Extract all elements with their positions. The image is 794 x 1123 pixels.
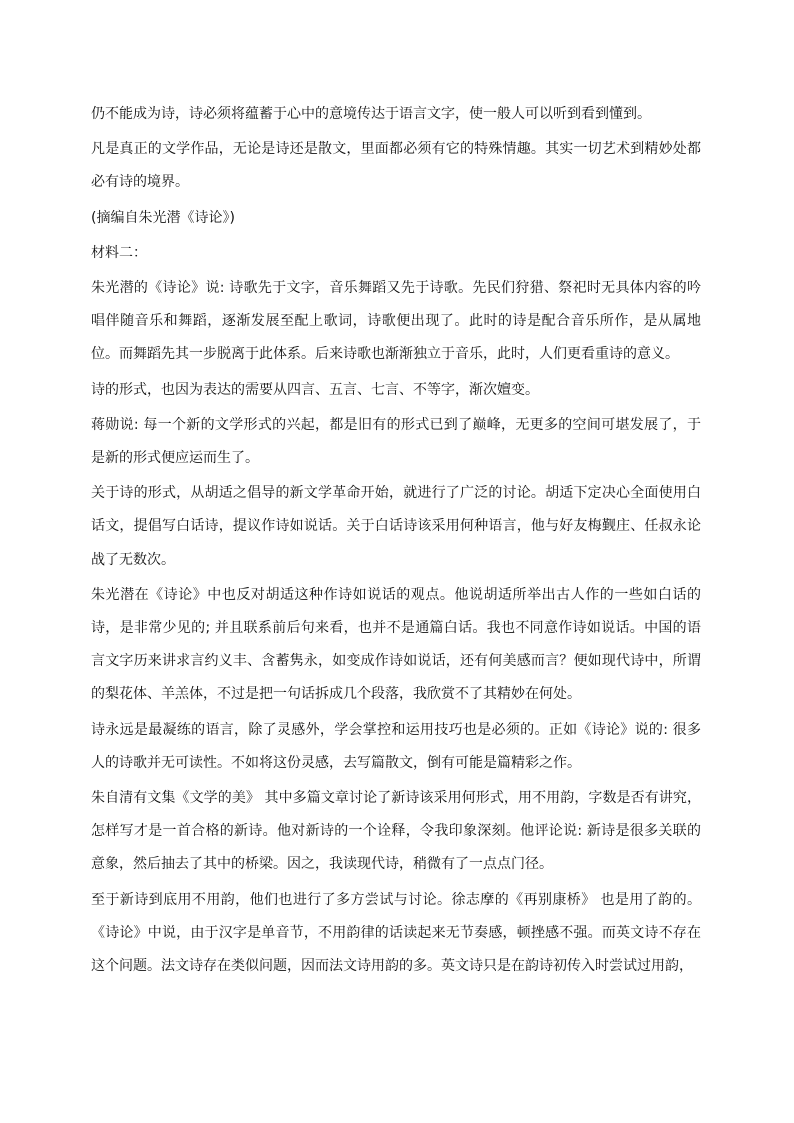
paragraph: 至于新诗到底用不用韵，他们也进行了多方尝试与讨论。徐志摩的《再别康桥》 也是用了韵的。《诗论》中说，由于汉字是单音节，不用韵律的话读起来无节奏感，顿挫感不强。而英文诗不存在这个问题。法文诗存在类似问题，因而法文诗用韵的多。英文诗只是在韵诗初传入时尝试过用韵， — [91, 891, 701, 975]
paragraph: 蒋勋说: 每一个新的文学形式的兴起，都是旧有的形式已到了巅峰，无更多的空间可堪发展了，于是新的形式便应运而生了。 — [91, 416, 701, 467]
document-body — [91, 98, 701, 985]
source-citation: (摘编自朱光潜《诗论》) — [91, 209, 235, 226]
paragraph: 凡是真正的文学作品，无论是诗还是散文，里面都必须有它的特殊情趣。其实一切艺术到精妙处都必有诗的境界。 — [91, 141, 701, 191]
paragraph: 关于诗的形式，从胡适之倡导的新文学革命开始，就进行了广泛的讨论。胡适下定决心全面使用白话文，提倡写白话诗，提议作诗如说话。关于白话诗该采用何种语言，他与好友梅觐庄、任叔永论战了无数次。 — [91, 485, 701, 568]
section-heading: 材料二： — [91, 244, 147, 261]
paragraph: 仍不能成为诗，诗必须将蕴蓄于心中的意境传达于语言文字，使一般人可以听到看到懂到。 — [91, 106, 651, 122]
paragraph: 诗的形式，也因为表达的需要从四言、五言、七言、不等字，渐次嬗变。 — [91, 381, 539, 398]
paragraph: 朱自清有文集《文学的美》 其中多篇文章讨论了新诗该采用何形式，用不用韵，字数是否有讲究，怎样写才是一首合格的新诗。他对新诗的一个诠释，令我印象深刻。他评论说: 新诗是很多关联的意象，然后抽去了其中的桥梁。因之，我读现代诗，稍微有了一点点门径。 — [91, 790, 701, 873]
paragraph: 诗永远是最凝练的语言，除了灵感外，学会掌控和运用技巧也是必须的。正如《诗论》说的: 很多人的诗歌并无可读性。不如将这份灵感，去写篇散文，倒有可能是篇精彩之作。 — [91, 721, 701, 771]
paragraph: 朱光潜的《诗论》说: 诗歌先于文字，音乐舞蹈又先于诗歌。先民们狩猎、祭祀时无具体内容的吟唱伴随音乐和舞蹈，逐渐发展至配上歌词，诗歌便出现了。此时的诗是配合音乐所作，是从属地位。而舞蹈先其一步脱离于此体系。后来诗歌也渐渐独立于音乐，此时，人们更看重诗的意义。 — [91, 280, 701, 363]
paragraph: 朱光潜在《诗论》中也反对胡适这种作诗如说话的观点。他说胡适所举出古人作的一些如白话的诗，是非常少见的; 并且联系前后句来看，也并不是通篇白话。我也不同意作诗如说话。中国的语言文字历来讲求言约义丰、含蓄隽永，如变成作诗如说话，还有何美感而言？便如现代诗中，所谓的梨花体、羊羔体，不过是把一句话拆成几个段落，我欣赏不了其精妙在何处。 — [91, 586, 701, 703]
